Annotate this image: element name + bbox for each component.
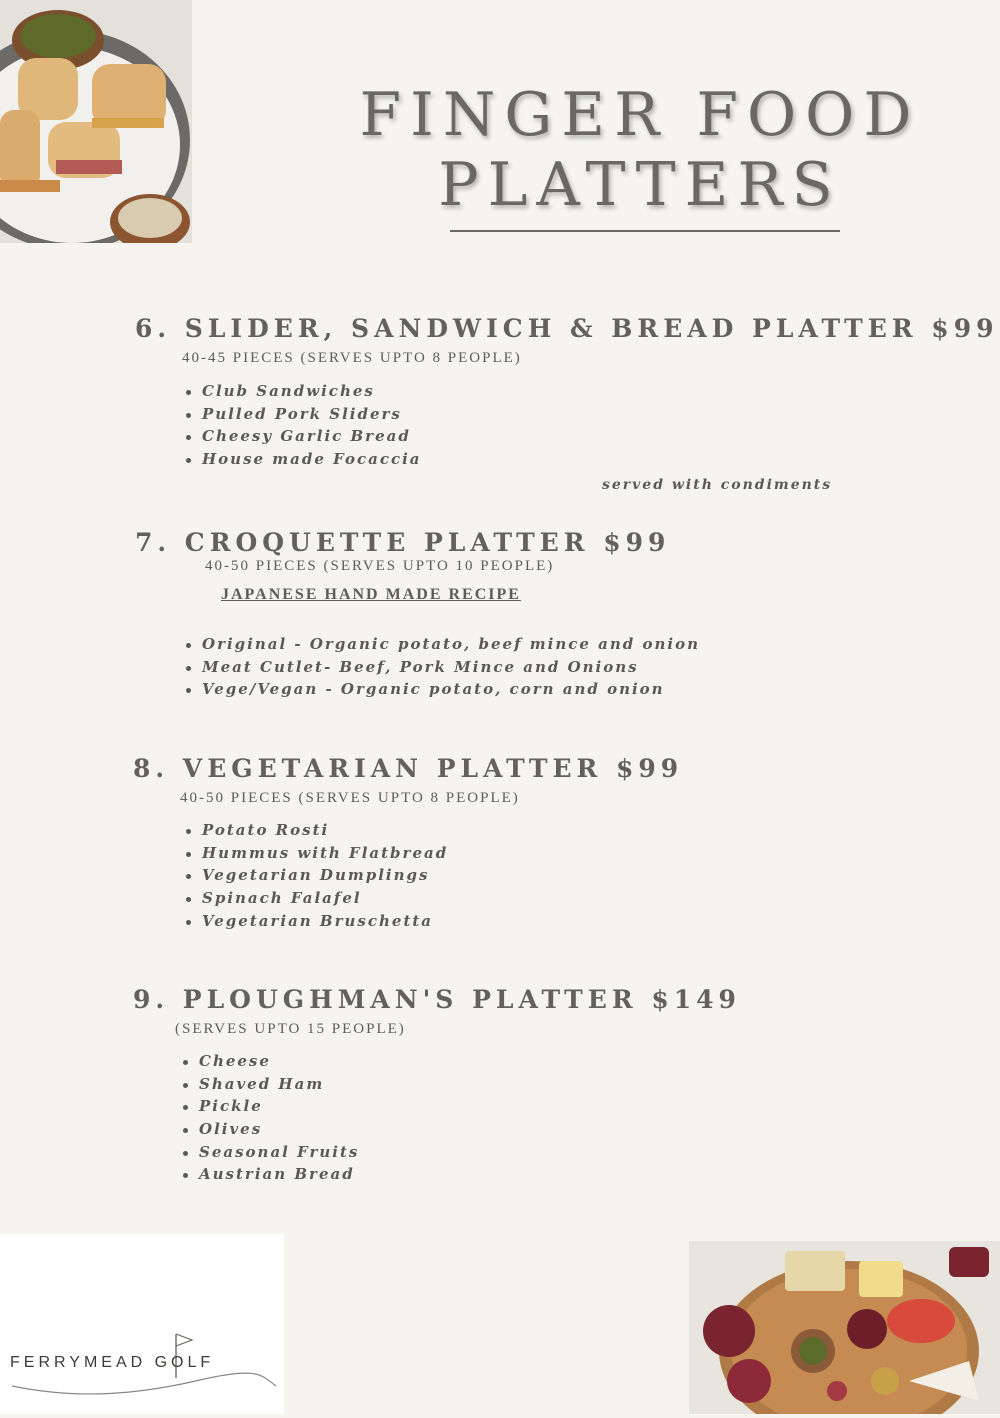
list-item: Hummus with Flatbread bbox=[184, 842, 448, 865]
section-sub-8: 40-50 PIECES (SERVES UPTO 8 PEOPLE) bbox=[180, 790, 520, 806]
list-item: Meat Cutlet- Beef, Pork Mince and Onions bbox=[184, 656, 700, 679]
recipe-label: JAPANESE HAND MADE RECIPE bbox=[221, 586, 521, 603]
section-sub-6: 40-45 PIECES (SERVES UPTO 8 PEOPLE) bbox=[182, 350, 522, 366]
item-list-7 bbox=[184, 633, 700, 701]
section-sub-9: (SERVES UPTO 15 PEOPLE) bbox=[175, 1021, 406, 1037]
section-heading-6: 6. SLIDER, SANDWICH & BREAD PLATTER $99 bbox=[135, 314, 999, 343]
list-item: Vegetarian Bruschetta bbox=[184, 910, 448, 933]
charcuterie-photo bbox=[689, 1241, 1000, 1414]
section-heading-9: 9. PLOUGHMAN'S PLATTER $149 bbox=[133, 985, 741, 1014]
logo-panel bbox=[0, 1234, 284, 1414]
list-item: Austrian Bread bbox=[181, 1163, 359, 1186]
list-item: Cheese bbox=[181, 1050, 359, 1073]
section-heading-8: 8. VEGETARIAN PLATTER $99 bbox=[133, 754, 684, 783]
golf-flag-icon bbox=[0, 1234, 284, 1414]
list-item: Seasonal Fruits bbox=[181, 1141, 359, 1164]
list-item: Cheesy Garlic Bread bbox=[184, 425, 422, 448]
item-list-9 bbox=[181, 1050, 359, 1186]
title-line-1: FINGER FOOD bbox=[359, 80, 921, 150]
list-item: Pulled Pork Sliders bbox=[184, 403, 422, 426]
title-line-2: PLATTERS bbox=[438, 150, 842, 220]
list-item: Pickle bbox=[181, 1095, 359, 1118]
list-item: House made Focaccia bbox=[184, 448, 422, 471]
page-title bbox=[340, 80, 940, 220]
ferrymead-golf-logo: FERRYMEAD GOLF bbox=[10, 1354, 215, 1371]
list-item: Club Sandwiches bbox=[184, 380, 422, 403]
sliders-photo bbox=[0, 0, 192, 243]
list-item: Vege/Vegan - Organic potato, corn and onion bbox=[184, 678, 700, 701]
list-item: Shaved Ham bbox=[181, 1073, 359, 1096]
item-list-6 bbox=[184, 380, 422, 471]
list-item: Original - Organic potato, beef mince and onion bbox=[184, 633, 700, 656]
list-item: Vegetarian Dumplings bbox=[184, 864, 448, 887]
section-sub-7: 40-50 PIECES (SERVES UPTO 10 PEOPLE) bbox=[205, 558, 555, 574]
title-underline bbox=[450, 230, 840, 232]
list-item: Olives bbox=[181, 1118, 359, 1141]
list-item: Potato Rosti bbox=[184, 819, 448, 842]
item-list-8 bbox=[184, 819, 448, 932]
condiments-note: served with condiments bbox=[602, 477, 833, 493]
list-item: Spinach Falafel bbox=[184, 887, 448, 910]
section-heading-7: 7. CROQUETTE PLATTER $99 bbox=[135, 528, 671, 557]
